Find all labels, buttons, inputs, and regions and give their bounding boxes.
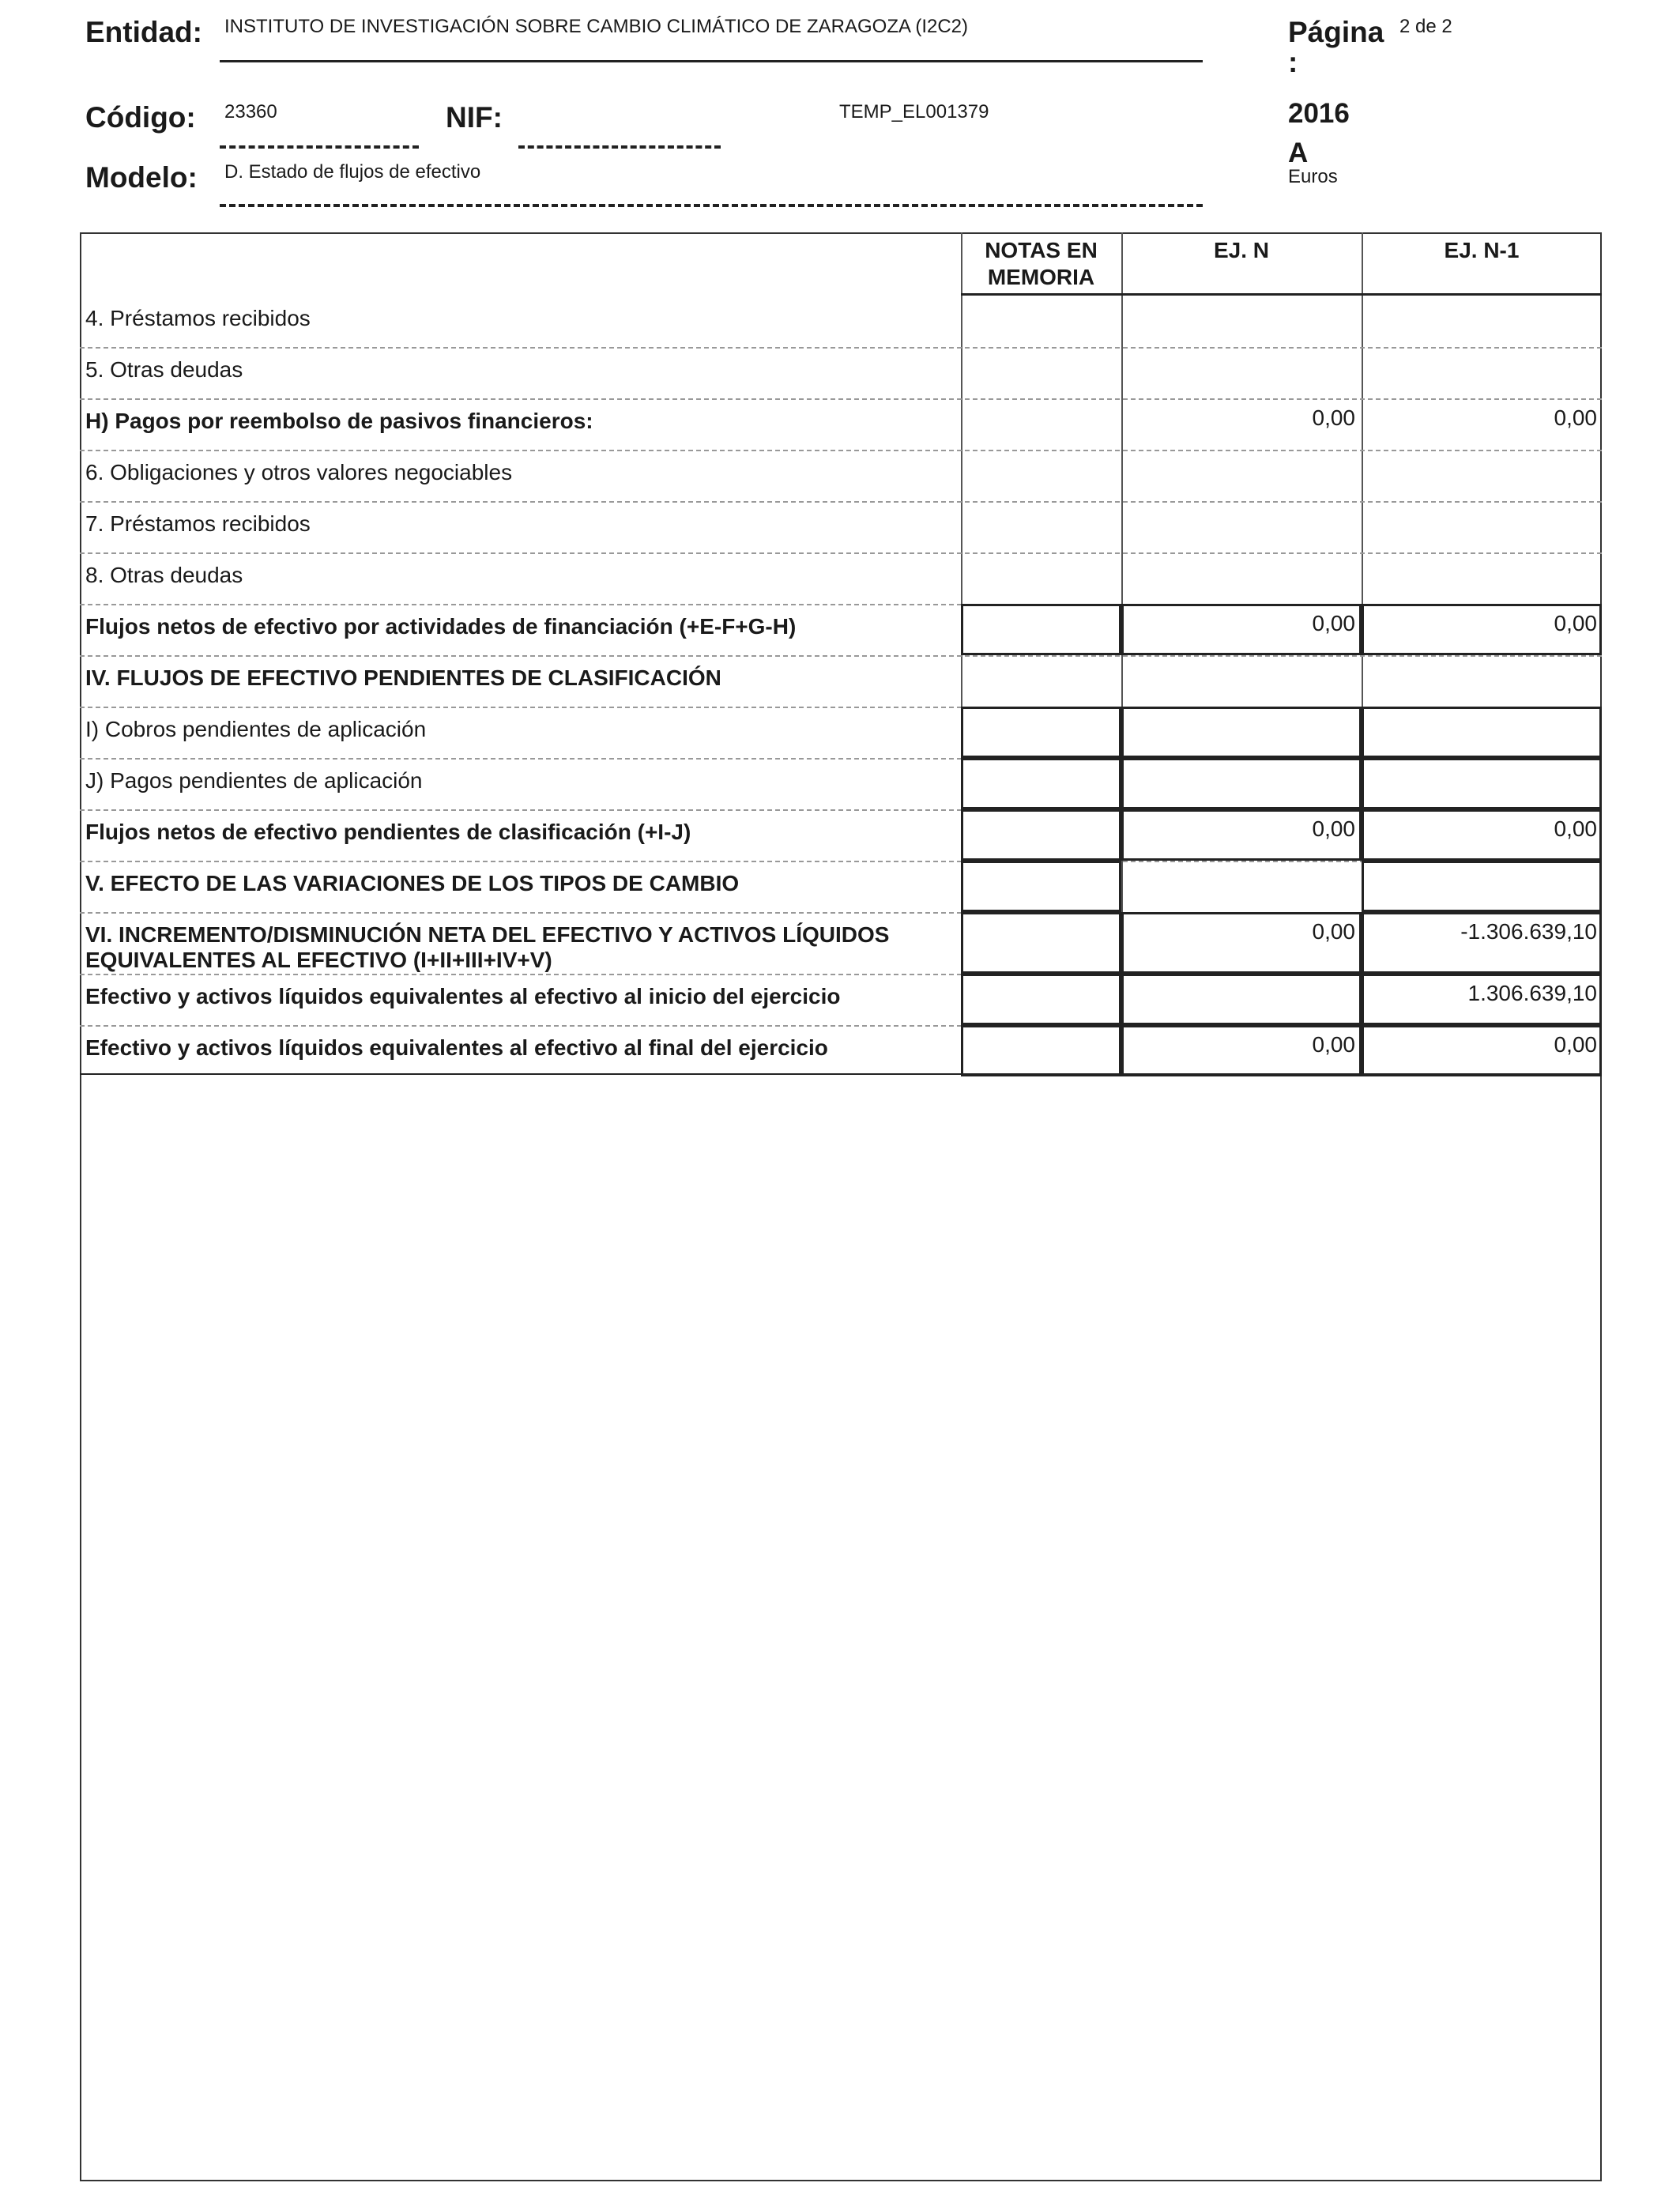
entidad-value: INSTITUTO DE INVESTIGACIÓN SOBRE CAMBIO CLIMÁTICO DE ZARAGOZA (I2C2) <box>224 16 969 37</box>
value-cell-box <box>1362 707 1602 758</box>
value-cell-box <box>961 707 1121 758</box>
value-cell-box <box>961 604 1121 655</box>
value-ej-n1: 0,00 <box>1554 611 1597 635</box>
pagina-value: 2 de 2 <box>1399 16 1452 37</box>
value-ej-n: 0,00 <box>1312 1032 1355 1057</box>
value-ej-n1: 0,00 <box>1554 816 1597 841</box>
year-suffix: A <box>1288 138 1309 168</box>
value-cell-box <box>961 1025 1121 1076</box>
row-label: 7. Préstamos recibidos <box>85 511 311 536</box>
value-ej-n: 0,00 <box>1312 919 1355 944</box>
modelo-underline <box>220 204 1203 207</box>
header-ej-n: EJ. N <box>1213 238 1270 262</box>
header-notas: NOTAS EN MEMORIA <box>985 238 1098 289</box>
entidad-underline <box>220 60 1203 62</box>
row-label: Efectivo y activos líquidos equivalentes al efectivo al final del ejercicio <box>85 1035 828 1060</box>
row-label: 4. Préstamos recibidos <box>85 306 311 330</box>
value-ej-n: 0,00 <box>1312 816 1355 841</box>
codigo-value: 23360 <box>224 101 277 123</box>
value-ej-n1: 1.306.639,10 <box>1467 981 1597 1005</box>
row-label-line2: EQUIVALENTES AL EFECTIVO (I+II+III+IV+V) <box>85 948 552 972</box>
value-ej-n: 0,00 <box>1312 405 1355 430</box>
row-label: IV. FLUJOS DE EFECTIVO PENDIENTES DE CLASIFICACIÓN <box>85 665 721 690</box>
row-label: Flujos netos de efectivo pendientes de clasificación (+I-J) <box>85 820 691 844</box>
value-cell-box <box>961 912 1121 974</box>
row-separator <box>80 552 1602 554</box>
value-cell-box <box>1121 707 1362 758</box>
value-cell-box <box>1362 758 1602 809</box>
nif-underline <box>518 145 721 149</box>
value-cell-box <box>961 861 1121 912</box>
value-cell-box <box>1362 861 1602 912</box>
modelo-value: D. Estado de flujos de efectivo <box>224 161 481 183</box>
row-separator <box>80 501 1602 503</box>
codigo-label: Código: <box>85 101 196 134</box>
pagina-colon: : <box>1288 46 1298 78</box>
currency: Euros <box>1288 166 1338 187</box>
value-ej-n1: -1.306.639,10 <box>1460 919 1597 944</box>
value-cell-box <box>1121 758 1362 809</box>
row-label: Flujos netos de efectivo por actividades de financiación (+E-F+G-H) <box>85 614 797 639</box>
value-ej-n1: 0,00 <box>1554 405 1597 430</box>
row-separator <box>80 347 1602 349</box>
row-label: H) Pagos por reembolso de pasivos financieros: <box>85 409 593 433</box>
codigo-underline <box>220 145 419 149</box>
row-separator <box>80 398 1602 400</box>
value-ej-n: 0,00 <box>1312 611 1355 635</box>
row-label: VI. INCREMENTO/DISMINUCIÓN NETA DEL EFECTIVO Y ACTIVOS LÍQUIDOS <box>85 922 890 947</box>
pagina-label: Página <box>1288 16 1384 48</box>
row-label: V. EFECTO DE LAS VARIACIONES DE LOS TIPOS DE CAMBIO <box>85 871 740 895</box>
value-cell-box <box>961 974 1121 1025</box>
row-label: I) Cobros pendientes de aplicación <box>85 717 427 741</box>
value-ej-n1: 0,00 <box>1554 1032 1597 1057</box>
modelo-label: Modelo: <box>85 161 198 194</box>
row-label: 6. Obligaciones y otros valores negociables <box>85 460 513 484</box>
entidad-label: Entidad: <box>85 16 202 48</box>
row-label: 5. Otras deudas <box>85 357 243 382</box>
row-label: Efectivo y activos líquidos equivalentes al efectivo al inicio del ejercicio <box>85 984 841 1008</box>
value-cell-box <box>961 809 1121 861</box>
header-ej-n1: EJ. N-1 <box>1444 238 1520 262</box>
value-cell-box <box>961 758 1121 809</box>
row-label: 8. Otras deudas <box>85 563 243 587</box>
value-cell-box <box>1121 974 1362 1025</box>
row-separator <box>80 655 1602 657</box>
nif-label: NIF: <box>446 101 503 134</box>
row-label: J) Pagos pendientes de aplicación <box>85 768 423 793</box>
year: 2016 <box>1288 98 1350 129</box>
nif-value: TEMP_EL001379 <box>839 101 989 123</box>
row-separator <box>80 450 1602 451</box>
